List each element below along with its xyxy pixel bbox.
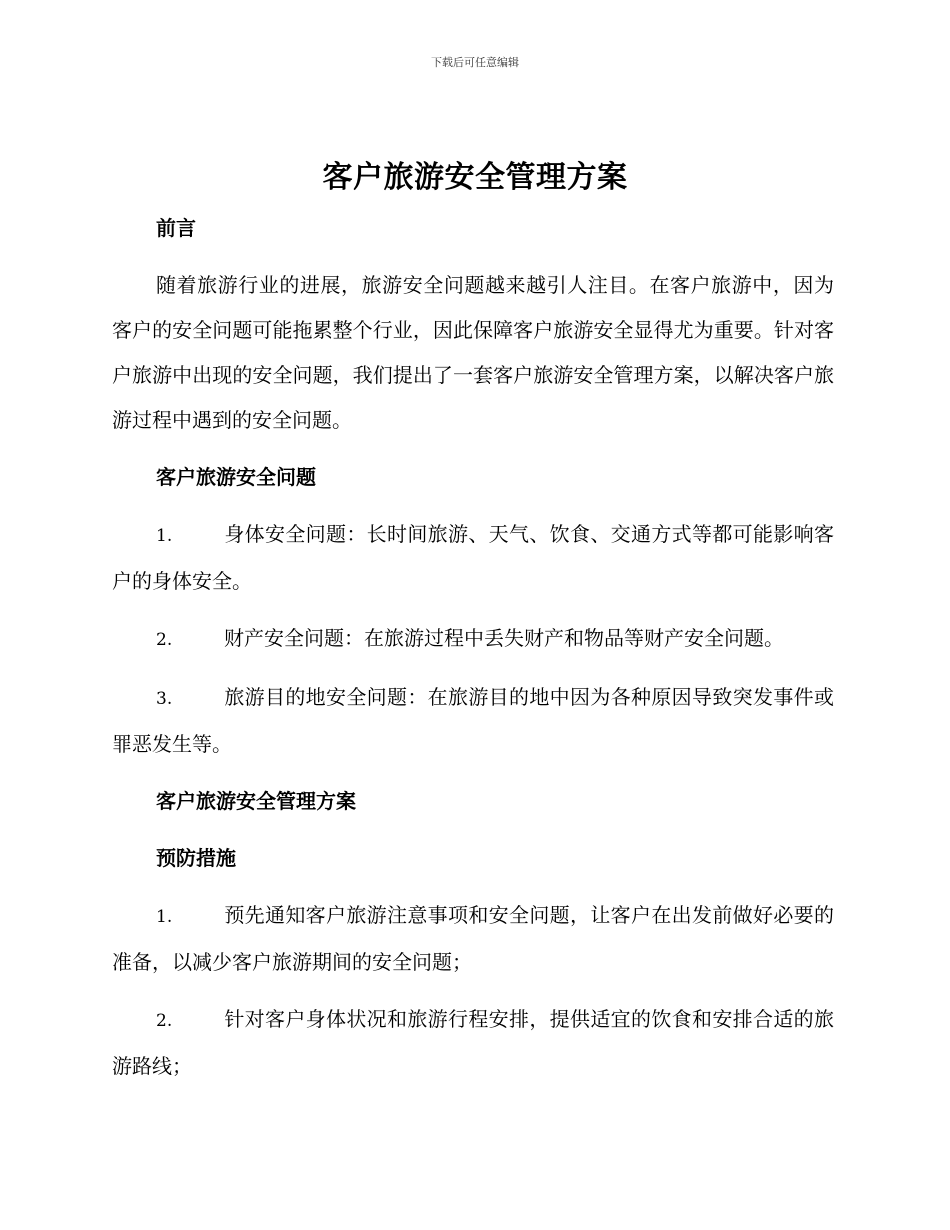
list-item-number: 2.	[156, 1011, 173, 1031]
list-item	[112, 616, 834, 663]
document-body	[112, 206, 834, 1101]
list-item-number: 3.	[156, 689, 173, 709]
list-item-text: 预先通知客户旅游注意事项和安全问题，让客户在出发前做好必要的准备，以减少客户旅游期间的安全问题；	[112, 903, 834, 974]
list-item	[112, 675, 834, 767]
list-item-text: 财产安全问题：在旅游过程中丢失财产和物品等财产安全问题。	[224, 626, 784, 650]
section-heading-plan: 客户旅游安全管理方案	[156, 789, 356, 813]
preface-paragraph: 随着旅游行业的进展，旅游安全问题越来越引人注目。在客户旅游中，因为客户的安全问题可能拖累整个行业，因此保障客户旅游安全显得尤为重要。针对客户旅游中出现的安全问题，我们提出了一套客户旅游安全管理方案，以解决客户旅游过程中遇到的安全问题。	[112, 273, 834, 432]
list-item	[112, 997, 834, 1089]
section-heading-issues: 客户旅游安全问题	[156, 465, 316, 489]
section-heading-preface: 前言	[156, 216, 196, 240]
list-item	[112, 512, 834, 604]
section-heading-prevention: 预防措施	[156, 846, 236, 870]
page-header-note: 下载后可任意编辑	[431, 56, 519, 69]
list-item-text: 针对客户身体状况和旅游行程安排，提供适宜的饮食和安排合适的旅游路线；	[112, 1007, 834, 1078]
list-item	[112, 893, 834, 985]
list-item-number: 1.	[156, 526, 173, 546]
document-title: 客户旅游安全管理方案	[322, 160, 628, 195]
list-item-number: 2.	[156, 630, 173, 650]
list-item-number: 1.	[156, 907, 173, 927]
list-item-text: 旅游目的地安全问题：在旅游目的地中因为各种原因导致突发事件或罪恶发生等。	[112, 685, 834, 756]
list-item-text: 身体安全问题：长时间旅游、天气、饮食、交通方式等都可能影响客户的身体安全。	[112, 522, 834, 593]
